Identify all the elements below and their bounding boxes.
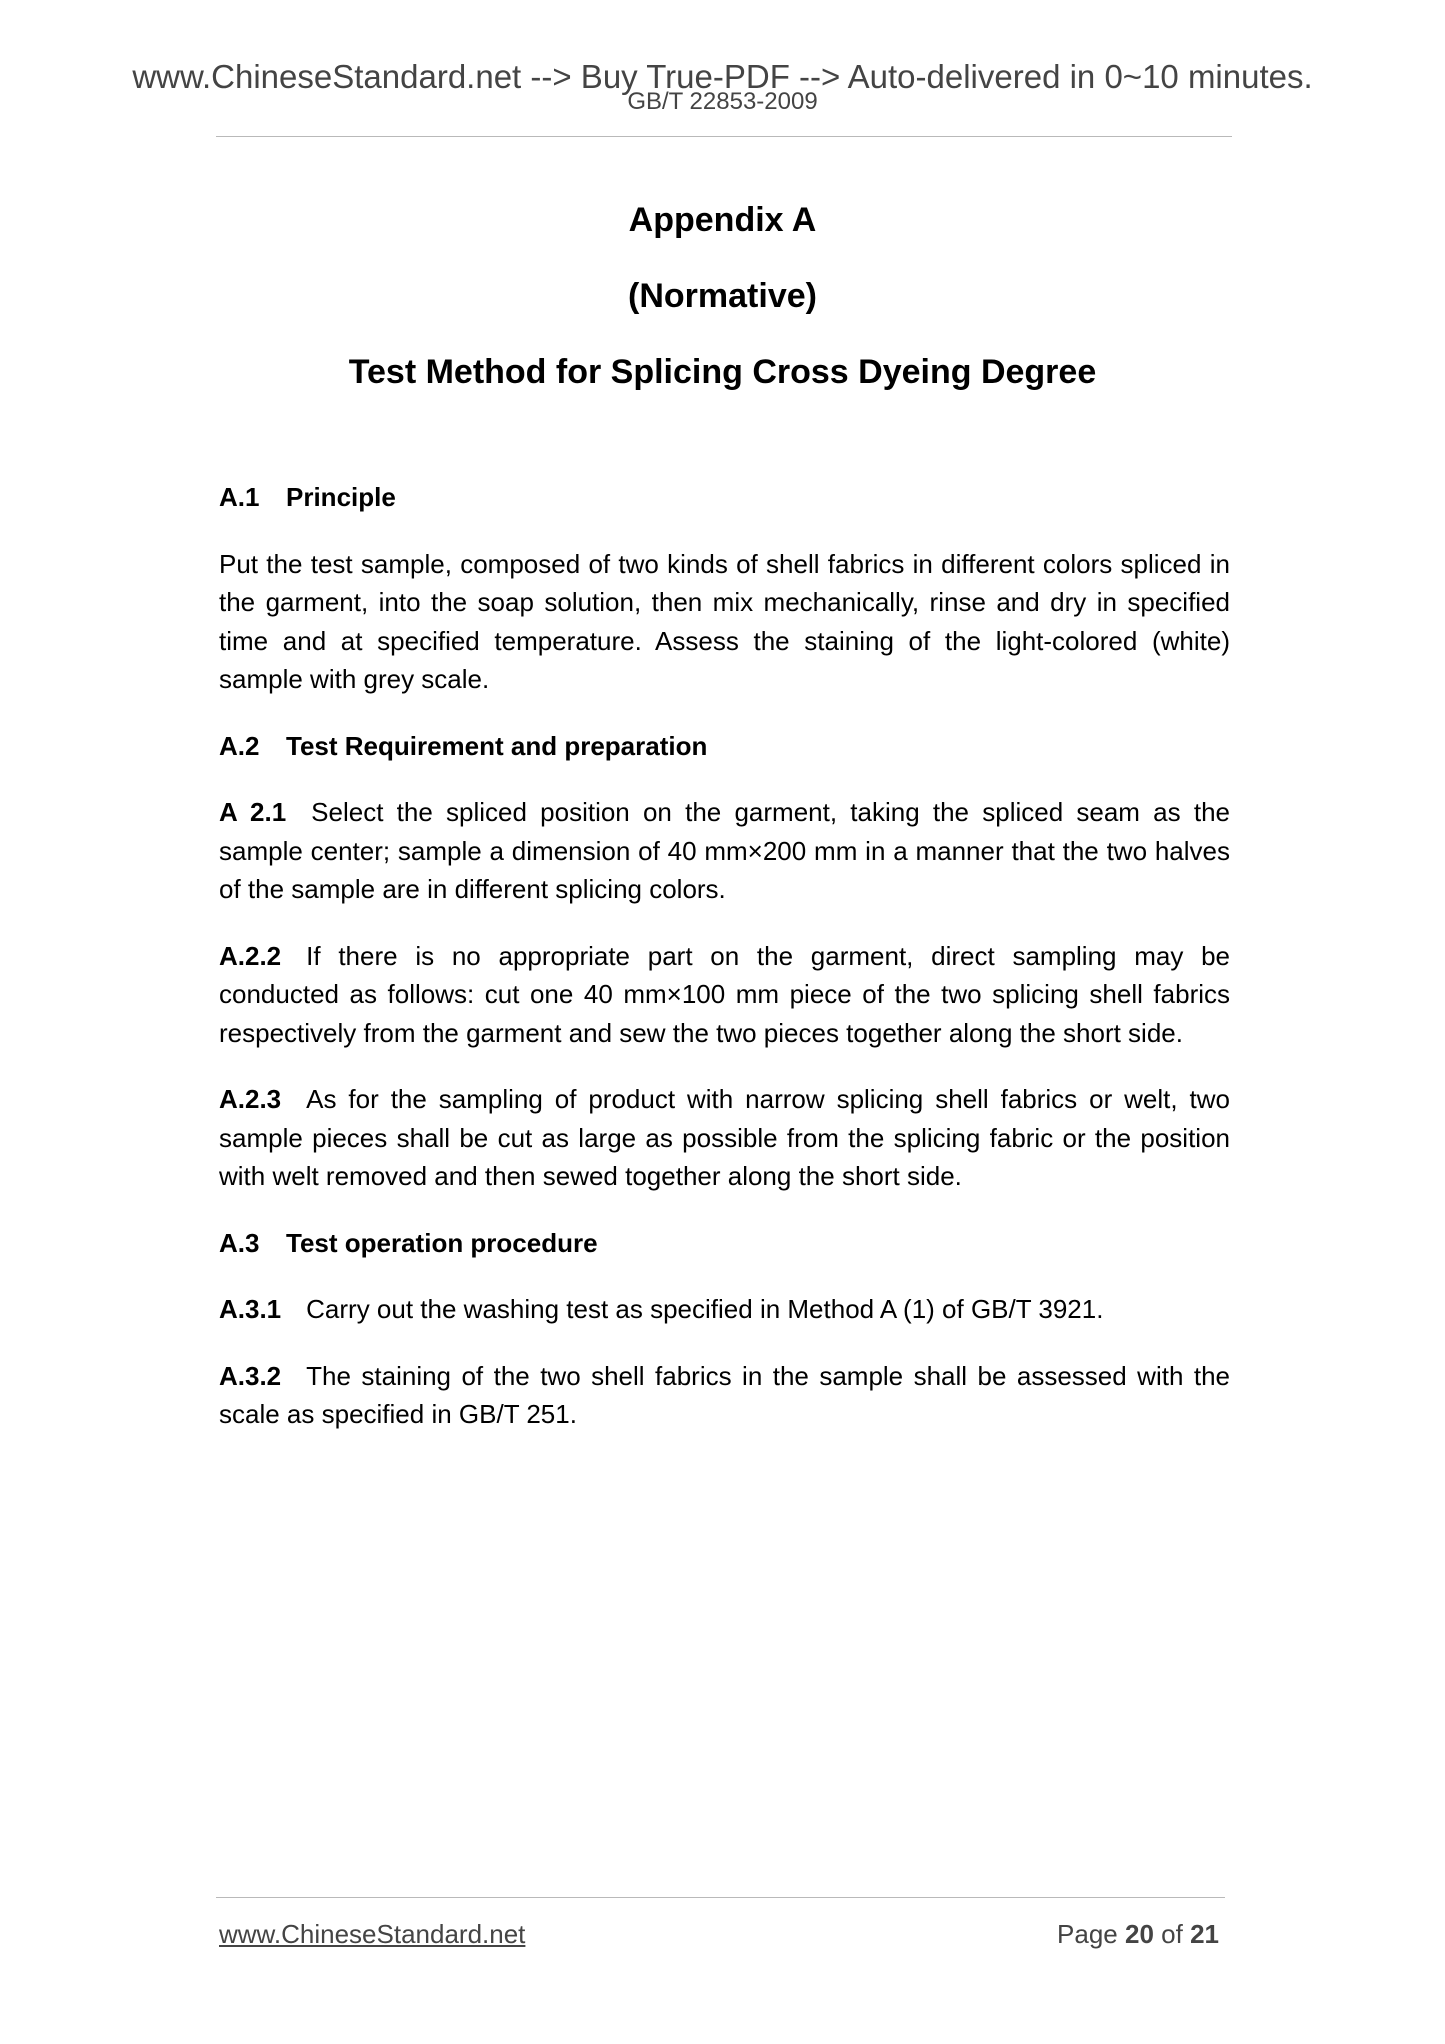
clause-number: A.2.3 (219, 1084, 282, 1114)
header-divider (216, 136, 1232, 137)
section-number: A.1 (219, 482, 260, 512)
clause-text: Carry out the washing test as specified in Method A (1) of GB/T 3921. (306, 1294, 1104, 1324)
section-title: Test Requirement and preparation (286, 730, 708, 761)
clause-text: The staining of the two shell fabrics in the sample shall be assessed with the scale as specified in GB/T 251. (219, 1360, 1230, 1429)
page-banner: www.ChineseStandard.net --> Buy True-PDF --> Auto-delivered in 0~10 minutes. (132, 58, 1313, 95)
clause-text: Select the spliced position on the garment, taking the spliced seam as the sample center; sample a dimension of 40 mm×200 mm in a manner that the two halves of the sample are in different splicing colors. (219, 797, 1230, 904)
principle-paragraph: Put the test sample, composed of two kinds of shell fabrics in different colors spliced in the garment, into the soap solution, then mix mechanically, rinse and dry in specified time and at specified temperature. Assess the staining of the light-colored (white) sample with grey scale. (219, 548, 1230, 694)
clause-text: If there is no appropriate part on the garment, direct sampling may be conducted as follows: cut one 40 mm×100 mm piece of the two splicing shell fabrics respectively from the garment and sew the two pieces together along the short side. (219, 940, 1230, 1048)
appendix-status: (Normative) (628, 277, 817, 315)
clause-a-2-2 (219, 937, 1230, 1053)
footer-website-link[interactable]: www.ChineseStandard.net (219, 1919, 526, 1949)
page-number (1057, 1918, 1219, 1950)
clause-text: As for the sampling of product with narrow splicing shell fabrics or welt, two sample pieces shall be cut as large as possible from the splicing fabric or the position with welt removed and then sewed together along the short side. (219, 1084, 1230, 1191)
clause-number: A.3.1 (219, 1294, 282, 1324)
clause-number: A.3.2 (219, 1360, 282, 1391)
section-heading-a2 (219, 727, 1230, 766)
clause-number: A 2.1 (219, 797, 287, 827)
section-number: A.3 (219, 1227, 260, 1258)
footer-divider (216, 1897, 1225, 1898)
current-page: 20 (1125, 1919, 1154, 1949)
clause-a-2-1 (219, 793, 1230, 909)
section-title: Test operation procedure (286, 1227, 598, 1258)
section-heading-a1 (219, 478, 1230, 517)
appendix-title: Appendix A (628, 201, 817, 239)
document-body (219, 478, 1230, 1462)
total-pages: 21 (1190, 1919, 1219, 1949)
section-heading-a3 (219, 1224, 1230, 1263)
clause-a-2-3 (219, 1080, 1230, 1196)
standard-code: GB/T 22853-2009 (627, 88, 818, 115)
appendix-name: Test Method for Splicing Cross Dyeing Degree (348, 353, 1097, 391)
page-label: Page (1057, 1919, 1118, 1949)
page-of-label: of (1161, 1919, 1183, 1949)
section-title: Principle (286, 482, 396, 512)
section-number: A.2 (219, 730, 260, 761)
clause-number: A.2.2 (219, 940, 282, 971)
clause-a-3-1 (219, 1290, 1230, 1329)
clause-a-3-2 (219, 1357, 1230, 1434)
